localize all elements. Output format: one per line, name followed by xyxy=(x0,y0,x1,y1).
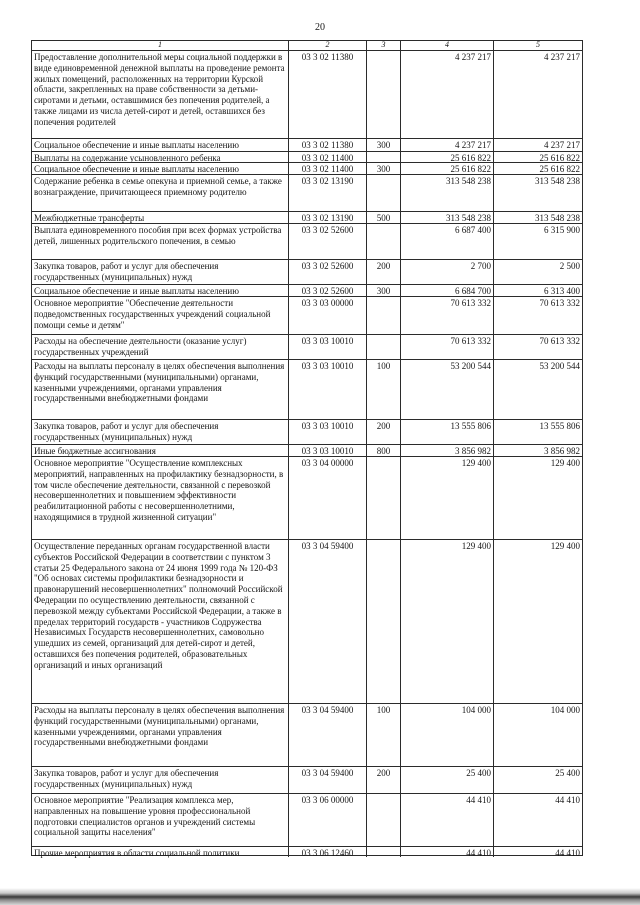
column-header-1: 1 xyxy=(158,40,162,49)
description-cell: Социальное обеспечение и иные выплаты населению xyxy=(34,140,239,150)
amount-col4-cell: 53 200 544 xyxy=(400,360,493,419)
expense-type-cell: 200 xyxy=(366,260,400,284)
column-header-2: 2 xyxy=(288,41,366,50)
description-cell: Иные бюджетные ассигнования xyxy=(34,446,156,456)
expense-type-cell: 300 xyxy=(366,285,400,296)
table-row xyxy=(32,296,582,334)
table-row xyxy=(32,50,582,138)
code-cell: 03 3 02 52600 xyxy=(288,285,366,296)
code-cell: 03 3 06 12460 xyxy=(288,847,366,857)
amount-col5-cell: 129 400 xyxy=(493,457,582,539)
expense-type-cell xyxy=(366,51,400,138)
description-cell: Социальное обеспечение и иные выплаты населению xyxy=(34,164,239,174)
table-row xyxy=(32,419,582,444)
table-row xyxy=(32,259,582,284)
amount-col4-cell: 313 548 238 xyxy=(400,212,493,223)
description-cell: Выплата единовременного пособия при всех формах устройства детей, лишенных родительского попечения, в семью xyxy=(34,225,282,246)
code-cell: 03 3 02 11380 xyxy=(288,139,366,151)
description-cell: Предоставление дополнительной меры социальной поддержки в виде единовременной денежной выплаты на проведение ремонта жилых помещений, расположенных на территории Курской области, закрепленных на праве собственности за детьми-сиротами и детьми, оставшимися без попечения родителей, а также лицами из числа детей-сирот и детей, оставшихся без попечения родителей xyxy=(34,52,285,127)
expense-type-cell: 300 xyxy=(366,139,400,151)
expense-type-cell xyxy=(366,847,400,857)
column-header-4: 4 xyxy=(400,41,493,50)
amount-col4-cell: 6 684 700 xyxy=(400,285,493,296)
expense-type-cell xyxy=(366,794,400,846)
amount-col4-cell: 70 613 332 xyxy=(400,335,493,359)
description-cell: Содержание ребенка в семье опекуна и приемной семье, а также вознаграждение, причитающееся приемному родителю xyxy=(34,176,282,197)
amount-col4-cell: 4 237 217 xyxy=(400,139,493,151)
description-cell: Основное мероприятие "Обеспечение деятельности подведомственных государственных учреждений социальной помощи семье и детям" xyxy=(34,298,271,330)
expense-type-cell xyxy=(366,152,400,162)
table-row xyxy=(32,539,582,703)
expense-type-cell xyxy=(366,224,400,259)
amount-col5-cell: 313 548 238 xyxy=(493,212,582,223)
amount-col4-cell: 25 616 822 xyxy=(400,163,493,174)
amount-col5-cell: 313 548 238 xyxy=(493,175,582,211)
expense-type-cell: 200 xyxy=(366,767,400,793)
column-header-5: 5 xyxy=(493,41,582,50)
table-header-row xyxy=(32,41,582,50)
code-cell: 03 3 02 13190 xyxy=(288,175,366,211)
description-cell: Межбюджетные трансферты xyxy=(34,213,145,223)
amount-col5-cell: 2 500 xyxy=(493,260,582,284)
code-cell: 03 3 04 00000 xyxy=(288,457,366,539)
amount-col4-cell: 13 555 806 xyxy=(400,420,493,444)
amount-col4-cell: 25 400 xyxy=(400,767,493,793)
table-row xyxy=(32,703,582,766)
description-cell: Расходы на выплаты персоналу в целях обеспечения выполнения функций государственными (муниципальными) органами, казенными учреждениями, органами управления государственными внебюджетными фондами xyxy=(34,705,285,748)
amount-col5-cell: 4 237 217 xyxy=(493,139,582,151)
description-cell: Выплаты на содержание усыновленного ребенка xyxy=(34,153,221,163)
description-cell: Закупка товаров, работ и услуг для обеспечения государственных (муниципальных) нужд xyxy=(34,421,219,442)
code-cell: 03 3 04 59400 xyxy=(288,540,366,703)
table-row xyxy=(32,793,582,846)
amount-col5-cell: 25 400 xyxy=(493,767,582,793)
amount-col4-cell: 313 548 238 xyxy=(400,175,493,211)
table-row xyxy=(32,211,582,223)
amount-col4-cell: 104 000 xyxy=(400,704,493,766)
expense-type-cell: 200 xyxy=(366,420,400,444)
code-cell: 03 3 04 59400 xyxy=(288,767,366,793)
code-cell: 03 3 04 59400 xyxy=(288,704,366,766)
amount-col5-cell: 53 200 544 xyxy=(493,360,582,419)
amount-col5-cell: 25 616 822 xyxy=(493,152,582,162)
code-cell: 03 3 02 52600 xyxy=(288,260,366,284)
amount-col5-cell: 44 410 xyxy=(493,794,582,846)
table-row xyxy=(32,444,582,456)
code-cell: 03 3 06 00000 xyxy=(288,794,366,846)
code-cell: 03 3 02 11380 xyxy=(288,51,366,138)
amount-col5-cell: 6 315 900 xyxy=(493,224,582,259)
table-row xyxy=(32,846,582,857)
amount-col4-cell: 129 400 xyxy=(400,457,493,539)
amount-col5-cell: 3 856 982 xyxy=(493,445,582,456)
code-cell: 03 3 02 13190 xyxy=(288,212,366,223)
code-cell: 03 3 03 10010 xyxy=(288,335,366,359)
amount-col4-cell: 2 700 xyxy=(400,260,493,284)
description-cell: Социальное обеспечение и иные выплаты населению xyxy=(34,286,239,296)
expense-type-cell: 100 xyxy=(366,360,400,419)
amount-col5-cell: 13 555 806 xyxy=(493,420,582,444)
amount-col5-cell: 104 000 xyxy=(493,704,582,766)
scan-edge-shadow xyxy=(0,888,640,905)
table-row xyxy=(32,359,582,419)
code-cell: 03 3 02 11400 xyxy=(288,152,366,162)
amount-col4-cell: 4 237 217 xyxy=(400,51,493,138)
description-cell: Расходы на выплаты персоналу в целях обеспечения выполнения функций государственными (муниципальными) органами, казенными учреждениями, органами управления государственными внебюджетными фондами xyxy=(34,361,285,404)
column-header-3: 3 xyxy=(366,41,400,50)
amount-col4-cell: 129 400 xyxy=(400,540,493,703)
code-cell: 03 3 02 52600 xyxy=(288,224,366,259)
expense-type-cell xyxy=(366,175,400,211)
amount-col5-cell: 4 237 217 xyxy=(493,51,582,138)
amount-col5-cell: 44 410 xyxy=(493,847,582,857)
amount-col4-cell: 70 613 332 xyxy=(400,297,493,334)
code-cell: 03 3 02 11400 xyxy=(288,163,366,174)
amount-col4-cell: 3 856 982 xyxy=(400,445,493,456)
description-cell: Основное мероприятие "Реализация комплекса мер, направленных на повышение уровня профессиональной подготовки специалистов органов и учреждений системы социальной защиты населения" xyxy=(34,795,256,838)
amount-col4-cell: 44 410 xyxy=(400,847,493,857)
code-cell: 03 3 03 10010 xyxy=(288,360,366,419)
code-cell: 03 3 03 10010 xyxy=(288,420,366,444)
page-number: 20 xyxy=(315,22,325,33)
budget-table xyxy=(31,40,583,856)
table-row xyxy=(32,223,582,259)
description-cell: Расходы на обеспечение деятельности (оказание услуг) государственных учреждений xyxy=(34,336,247,357)
amount-col4-cell: 44 410 xyxy=(400,794,493,846)
amount-col4-cell: 25 616 822 xyxy=(400,152,493,162)
table-row xyxy=(32,284,582,296)
description-cell: Основное мероприятие "Осуществление комплексных мероприятий, направленных на профилактику безнадзорности, в том числе обеспечение деятельности, связанной с перевозкой несовершеннолетних и повышением эффективности реабилитационной работы с несовершеннолетними, находящимися в трудной жизненной ситуации" xyxy=(34,458,284,522)
table-row xyxy=(32,766,582,793)
table-row xyxy=(32,174,582,211)
amount-col4-cell: 6 687 400 xyxy=(400,224,493,259)
code-cell: 03 3 03 10010 xyxy=(288,445,366,456)
amount-col5-cell: 129 400 xyxy=(493,540,582,703)
description-cell: Закупка товаров, работ и услуг для обеспечения государственных (муниципальных) нужд xyxy=(34,261,219,282)
expense-type-cell xyxy=(366,335,400,359)
expense-type-cell: 300 xyxy=(366,163,400,174)
description-cell: Закупка товаров, работ и услуг для обеспечения государственных (муниципальных) нужд xyxy=(34,768,219,789)
description-cell: Осуществление переданных органам государственной власти субъектов Российской Федерации в соответствии с пунктом 3 статьи 25 Федерального закона от 24 июня 1999 года № 120-ФЗ "Об основах системы профилактики безнадзорности и правонарушений несовершеннолетних" полномочий Российской Федерации по осуществлению деятельности, связанной с перевозкой между субъектами Российской Федерации, а также в пределах территорий государств - участников Содружества Независимых Государств несовершеннолетних, самовольно ушедших из семей, организаций для детей-сирот и детей, оставшихся без попечения родителей, образовательных организаций и иных организаций xyxy=(34,541,283,670)
expense-type-cell xyxy=(366,297,400,334)
table-row xyxy=(32,162,582,174)
expense-type-cell xyxy=(366,540,400,703)
amount-col5-cell: 70 613 332 xyxy=(493,335,582,359)
code-cell: 03 3 03 00000 xyxy=(288,297,366,334)
expense-type-cell: 500 xyxy=(366,212,400,223)
expense-type-cell: 100 xyxy=(366,704,400,766)
amount-col5-cell: 70 613 332 xyxy=(493,297,582,334)
amount-col5-cell: 25 616 822 xyxy=(493,163,582,174)
table-row xyxy=(32,334,582,359)
expense-type-cell: 800 xyxy=(366,445,400,456)
table-row xyxy=(32,138,582,151)
amount-col5-cell: 6 313 400 xyxy=(493,285,582,296)
table-row xyxy=(32,456,582,539)
description-cell: Прочие мероприятия в области социальной политики xyxy=(34,848,240,858)
expense-type-cell xyxy=(366,457,400,539)
table-row xyxy=(32,151,582,162)
